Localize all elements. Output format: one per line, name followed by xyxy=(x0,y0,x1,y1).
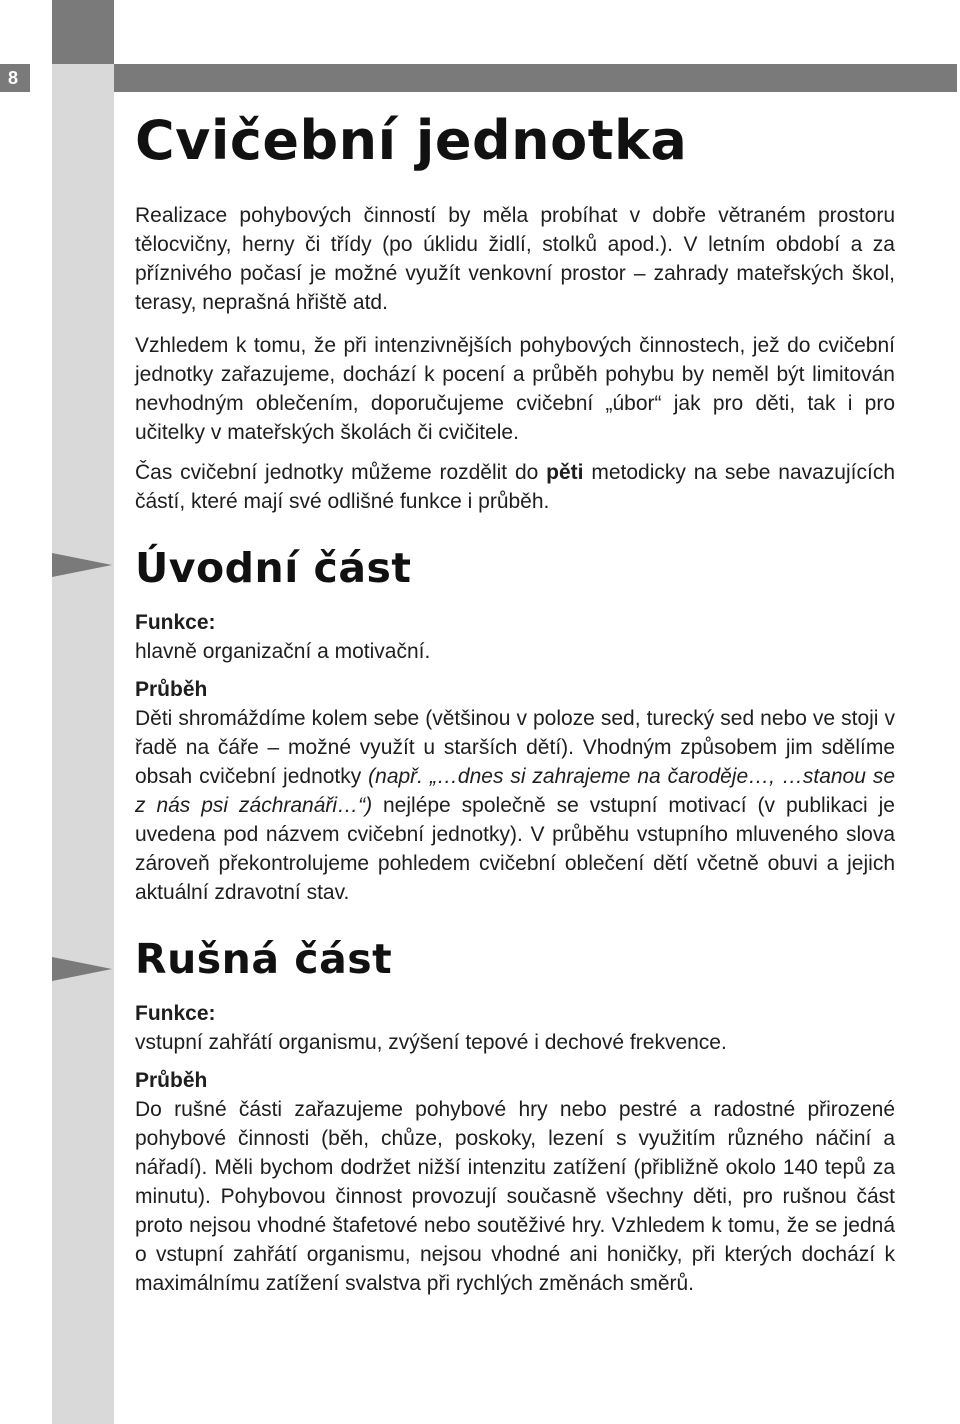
side-strip xyxy=(52,0,114,1424)
uvodni-process-label: Průběh xyxy=(135,678,208,701)
intro-paragraph-3-end: metodicky na sebe navazujících částí, které mají své odlišné funkce i průběh. xyxy=(135,461,895,513)
rusna-function-text: vstupní zahřátí organismu, zvýšení tepové i dechové frekvence. xyxy=(135,1031,727,1054)
intro-paragraph-2: Vzhledem k tomu, že při intenzivnějších pohybových činnostech, jež do cvičební jednotky zařazujeme, dochází k pocení a průběh pohybu by neměl být limitován nevhodným oblečením, doporučujeme cvičební „úbor“ jak pro děti, tak i pro učitelky v mateřských školách či cvičitele. xyxy=(135,334,895,444)
intro-paragraph-3-bold: pěti xyxy=(546,461,584,484)
section-heading-rusna: Rušná část xyxy=(135,935,393,983)
page-content xyxy=(135,108,895,1298)
uvodni-function-text: hlavně organizační a motivační. xyxy=(135,640,431,663)
intro-paragraph-3 xyxy=(135,458,895,516)
uvodni-process-text-end: nejlépe společně se vstupní motivací (v publikaci je uvedena pod názvem cvičební jednotky). V průběhu vstupního mluveného slova zároveň překontrolujeme pohledem cvičební oblečení dětí včetně obuvi a jejich aktuální zdravotní stav. xyxy=(135,794,895,904)
section-arrow-icon xyxy=(52,957,112,981)
section-heading-uvodni: Úvodní část xyxy=(135,544,412,592)
rusna-process-text: Do rušné části zařazujeme pohybové hry nebo pestré a radostné přirozené pohybové činnosti (běh, chůze, poskoky, lezení s využitím různého náčiní a nářadí). Měli bychom dodržet nižší intenzitu zatížení (přibližně okolo 140 tepů za minutu). Pohybovou činnost provozují současně všechny děti, pro rušnou část proto nejsou vhodné štafetové nebo soutěživé hry. Vzhledem k tomu, že se jedná o vstupní zahřátí organismu, nejsou vhodné ani honičky, při kterých dochází k maximálnímu zatížení svalstva při rychlých změnách směrů. xyxy=(135,1098,895,1295)
rusna-process-label: Průběh xyxy=(135,1069,208,1092)
uvodni-process-text-start: Děti shromáždíme kolem sebe (většinou v poloze sed, turecký sed nebo ve stoji v řadě na čáře – možné využít u starších dětí). Vhodným způsobem jim sdělíme obsah cvičební jednotky xyxy=(135,707,895,788)
rusna-function-label: Funkce: xyxy=(135,1002,216,1025)
uvodni-process-text xyxy=(135,704,895,907)
page-number: 8 xyxy=(8,68,19,88)
intro-paragraph-3-start: Čas cvičební jednotky můžeme rozdělit do xyxy=(135,461,547,484)
side-strip-top xyxy=(52,0,114,64)
uvodni-process-text-example: (např. „…dnes si zahrajeme na čaroděje…, …stanou se z nás psi záchranáři…“) xyxy=(135,765,895,817)
header-bar xyxy=(114,64,957,92)
page-title: Cvičební jednotka xyxy=(135,109,688,172)
section-arrow-icon xyxy=(52,553,112,577)
intro-paragraph-1: Realizace pohybových činností by měla probíhat v dobře větraném prostoru tělocvičny, herny či třídy (po úklidu židlí, stolků apod.). V letním období a za příznivého počasí je možné využít venkovní prostor – zahrady mateřských škol, terasy, neprašná hřiště atd. xyxy=(135,204,895,314)
uvodni-function-label: Funkce: xyxy=(135,611,216,634)
